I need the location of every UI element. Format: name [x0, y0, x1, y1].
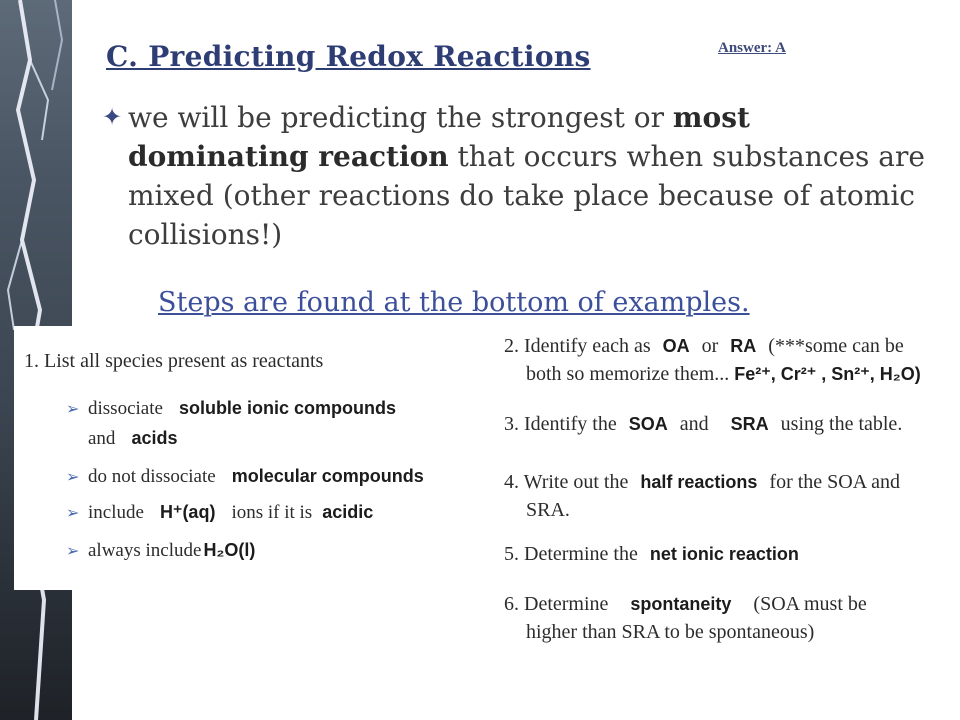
step-text: 5. Determine the: [504, 543, 638, 565]
bullet-bold-text: most dominating reaction: [128, 101, 750, 173]
steps-panel: [500, 326, 960, 656]
item-text: include: [88, 502, 144, 523]
item-bold: H⁺(aq): [159, 502, 216, 522]
step4-line2: SRA.: [526, 499, 570, 521]
chevron-right-icon: ➢: [66, 503, 80, 522]
item-bold: soluble ionic compounds: [178, 398, 396, 418]
chevron-right-icon: ➢: [66, 399, 80, 418]
answer-label: Answer: A: [718, 40, 786, 56]
star-bullet-icon: ✦: [102, 103, 123, 131]
item-bold: acids: [131, 428, 178, 448]
item-text: dissociate: [88, 398, 163, 419]
bullet-text-part: that occurs when substances are mixed (other reactions do take place because of atomic collisions!): [128, 140, 925, 251]
step-text: 3. Identify the: [504, 413, 617, 435]
step-bold: SOA: [628, 414, 668, 434]
step-bold: SRA: [730, 414, 769, 434]
item-bold: acidic: [322, 502, 374, 522]
steps-link[interactable]: Steps are found at the bottom of examples.: [158, 287, 750, 318]
step-bold: RA: [730, 336, 757, 356]
list-item: [66, 502, 373, 524]
step-text: 4. Write out the: [504, 471, 629, 493]
chevron-right-icon: ➢: [66, 541, 80, 560]
step5: [504, 540, 799, 568]
slide-title: C. Predicting Redox Reactions: [106, 40, 591, 73]
step2: [504, 332, 904, 360]
chevron-right-icon: ➢: [66, 467, 80, 486]
step6: [504, 590, 867, 618]
step1-heading: 1. List all species present as reactants: [24, 350, 324, 372]
reactants-panel: [14, 326, 500, 590]
list-item: [66, 540, 255, 562]
step-text: or: [701, 335, 719, 357]
item-text: always include: [88, 540, 202, 561]
step2-line2: [526, 360, 921, 388]
item-bold: H₂O(l): [203, 540, 256, 560]
list-item-continued: [88, 428, 177, 450]
step-bold: OA: [662, 336, 690, 356]
item-text: and: [88, 428, 116, 449]
list-item: [66, 466, 424, 488]
step-text: for the SOA and: [769, 471, 900, 493]
list-item: [66, 398, 396, 420]
step-text: 6. Determine: [504, 593, 609, 615]
step-bold: half reactions: [640, 472, 758, 492]
step-text: using the table.: [780, 413, 903, 435]
step-text: (***some can be: [768, 335, 904, 357]
bullet-text-part: we will be predicting the strongest or: [128, 101, 673, 134]
bullet-text: [128, 98, 928, 254]
step3: [504, 410, 902, 438]
step-bold: net ionic reaction: [649, 544, 799, 564]
step-bold: Fe²⁺, Cr²⁺ , Sn²⁺, H₂O): [734, 364, 921, 384]
item-text: do not dissociate: [88, 466, 216, 487]
item-bold: molecular compounds: [231, 466, 424, 486]
step6-line2: higher than SRA to be spontaneous): [526, 621, 815, 643]
step4: [504, 468, 900, 496]
step-text: (SOA must be: [753, 593, 867, 615]
step-text: both so memorize them...: [526, 363, 730, 385]
step-bold: spontaneity: [630, 594, 732, 614]
item-text: ions if it is: [231, 502, 313, 523]
step-text: 2. Identify each as: [504, 335, 651, 357]
step-text: and: [679, 413, 709, 435]
main-bullet: [102, 98, 932, 254]
